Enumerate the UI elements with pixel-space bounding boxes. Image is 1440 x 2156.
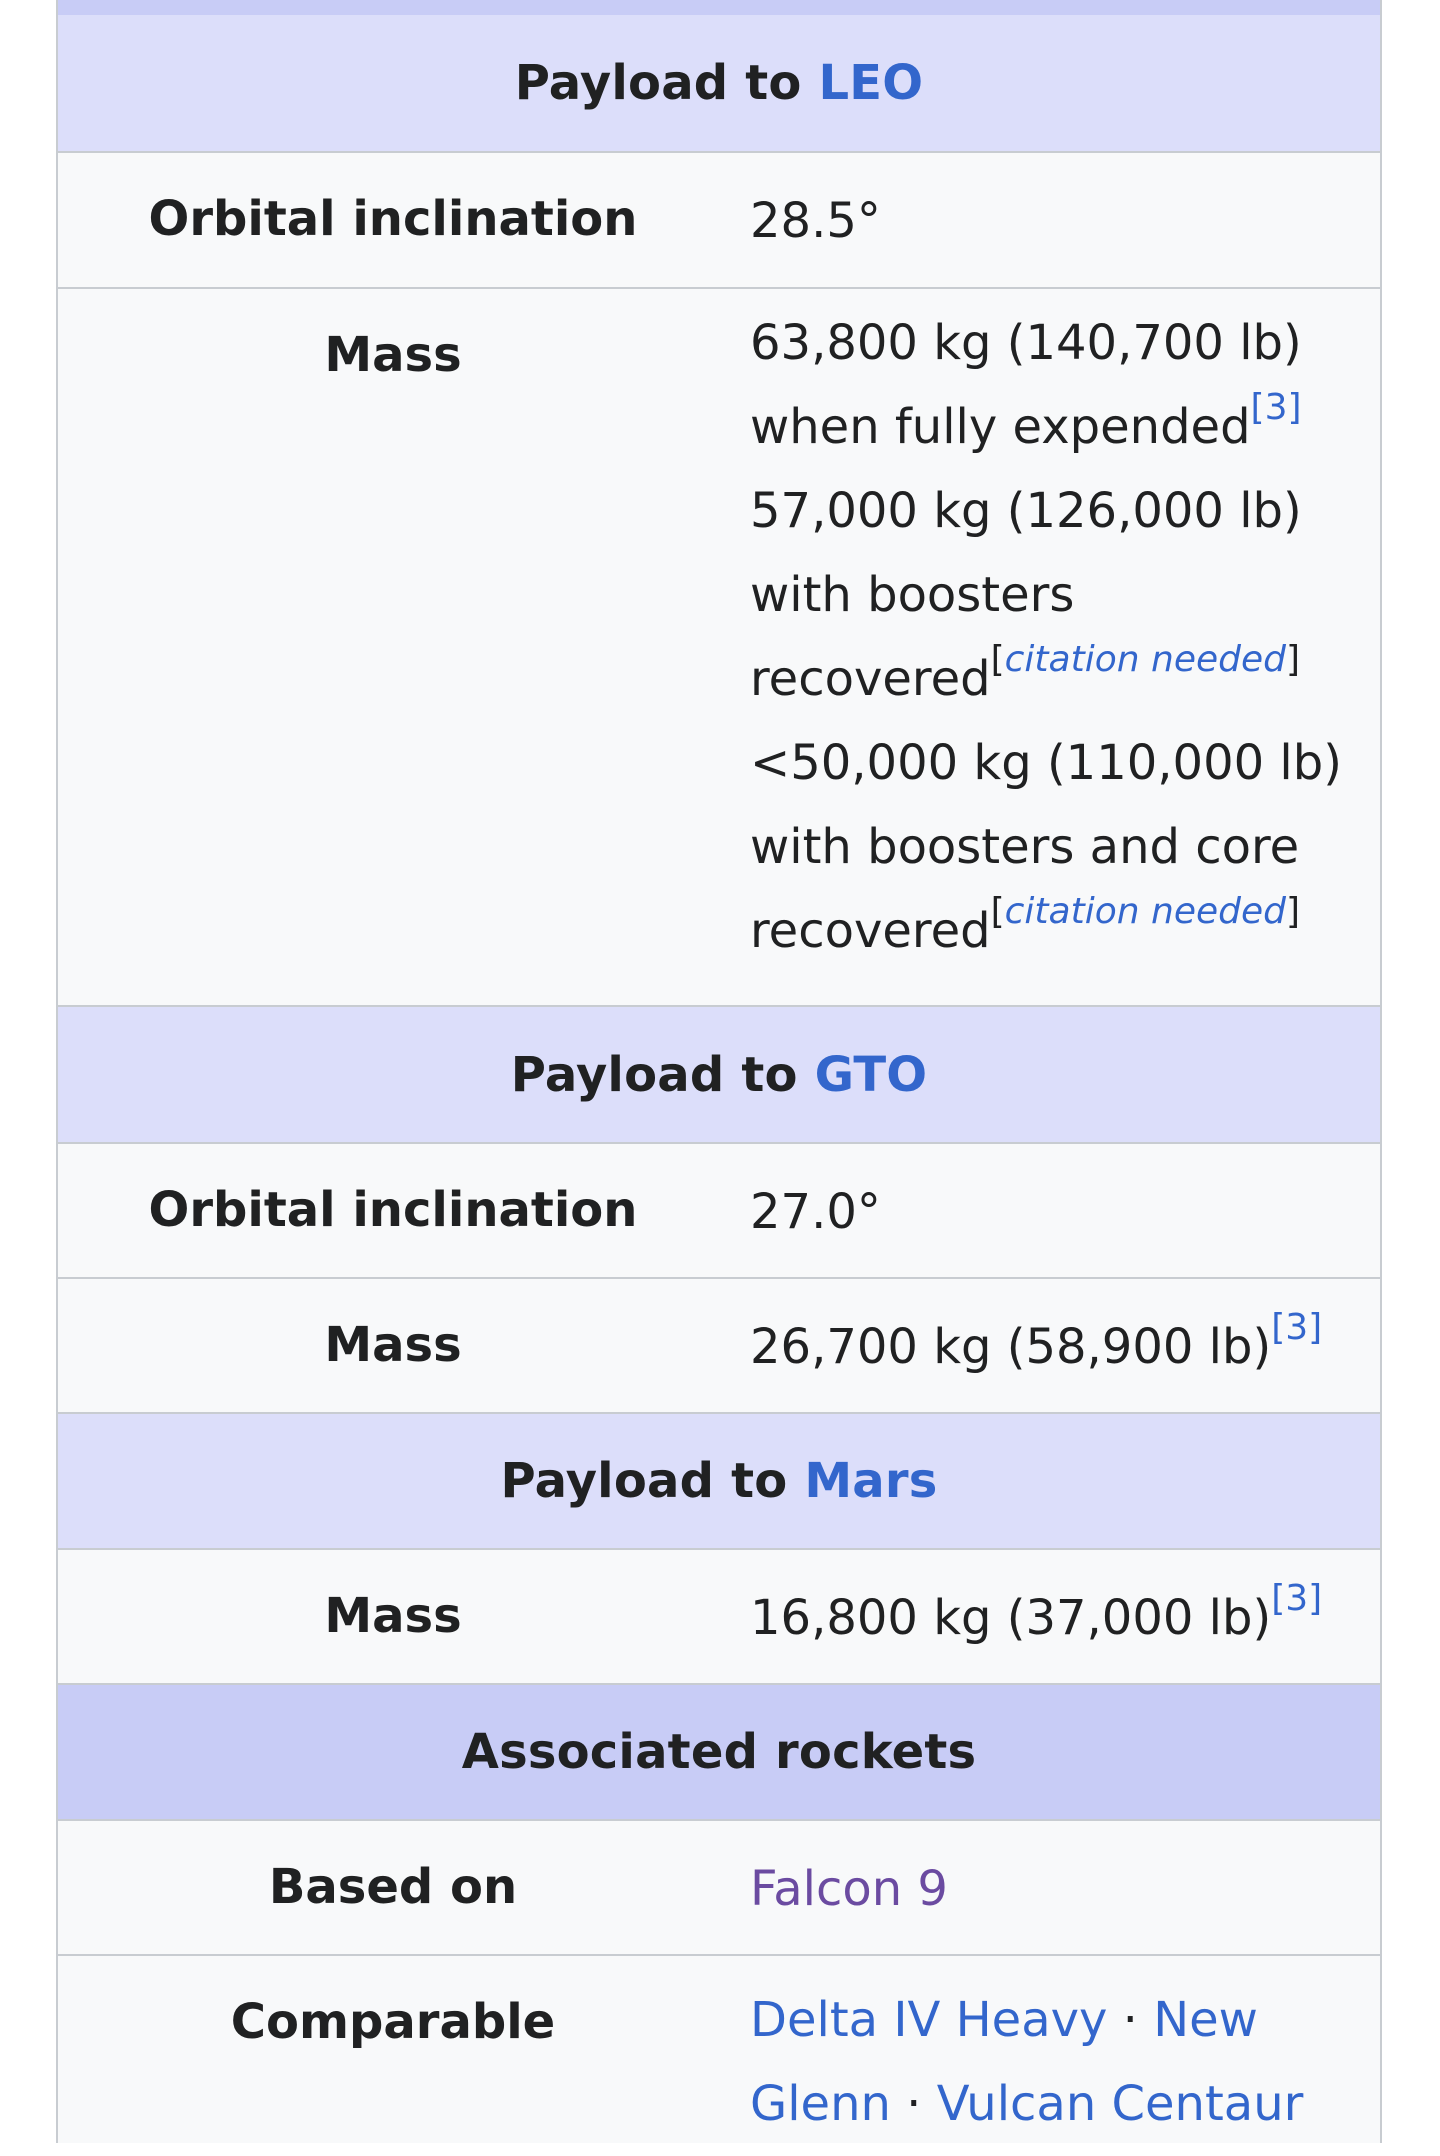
leo-inclination-row <box>58 153 1380 289</box>
separator-dot: · <box>890 2076 937 2132</box>
delta-iv-heavy-link[interactable]: Delta IV Heavy <box>750 1992 1108 2048</box>
vulcan-centaur-link[interactable]: Vulcan Centaur <box>936 2076 1304 2132</box>
mars-mass-label: Mass <box>324 1588 462 1644</box>
comparable-value <box>728 1956 1380 2156</box>
leo-mass-text: recovered <box>750 903 991 959</box>
associated-rockets-header <box>58 1685 1380 1821</box>
new-glenn-link[interactable]: New <box>1153 1992 1258 2048</box>
based-on-value <box>728 1821 1380 1954</box>
gto-inclination-label: Orbital inclination <box>148 1182 638 1238</box>
citation-needed <box>991 639 1300 680</box>
leo-header-prefix: Payload to <box>514 55 802 111</box>
citation-needed-link[interactable]: citation needed <box>1004 891 1286 932</box>
leo-mass-line: <50,000 kg (110,000 lb) <box>750 735 1342 791</box>
gto-mass-value <box>728 1279 1380 1412</box>
citation-needed-link[interactable]: citation needed <box>1004 639 1286 680</box>
reference-3[interactable] <box>1271 1307 1322 1348</box>
separator-dot: · <box>1107 1992 1154 2048</box>
leo-mass-line: with boosters <box>750 567 1075 623</box>
mars-mass-value <box>728 1550 1380 1683</box>
comparable-label: Comparable <box>230 1994 556 2050</box>
leo-inclination-value: 28.5° <box>750 193 881 249</box>
infobox-top-strip <box>58 0 1380 15</box>
comparable-line <box>750 1978 1380 2062</box>
citation-bracket: [ <box>990 639 1005 680</box>
infobox <box>56 0 1382 2143</box>
citation-bracket: [ <box>990 891 1005 932</box>
reference-3-link[interactable]: [3] <box>1250 387 1302 428</box>
citation-needed <box>991 891 1300 932</box>
gto-mass-label: Mass <box>324 1317 462 1373</box>
mars-mass-row <box>58 1550 1380 1685</box>
leo-mass-line: 57,000 kg (126,000 lb) <box>750 483 1302 539</box>
based-on-label: Based on <box>268 1859 518 1915</box>
comparable-row <box>58 1956 1380 2156</box>
gto-mass-row <box>58 1279 1380 1414</box>
based-on-row <box>58 1821 1380 1956</box>
associated-rockets-title: Associated rockets <box>461 1724 977 1780</box>
reference-3-link[interactable]: [3] <box>1271 1578 1323 1619</box>
leo-mass-text: when fully expended <box>750 399 1251 455</box>
leo-link[interactable]: LEO <box>818 55 924 111</box>
leo-mass-label: Mass <box>324 327 462 383</box>
leo-mass-line <box>750 385 1380 469</box>
new-glenn-link[interactable]: Glenn <box>750 2076 891 2132</box>
citation-bracket: ] <box>1285 639 1301 680</box>
leo-mass-line: with boosters and core <box>750 819 1300 875</box>
leo-mass-text: recovered <box>750 651 991 707</box>
leo-inclination-label: Orbital inclination <box>148 191 638 247</box>
reference-3[interactable] <box>1251 387 1302 428</box>
leo-mass-value <box>728 289 1380 1005</box>
mars-header-prefix: Payload to <box>500 1453 788 1509</box>
gto-inclination-value: 27.0° <box>750 1184 881 1240</box>
gto-inclination-row <box>58 1144 1380 1279</box>
mars-mass-text: 16,800 kg (37,000 lb) <box>750 1590 1272 1646</box>
gto-link[interactable]: GTO <box>814 1046 928 1103</box>
mars-section-header <box>58 1414 1380 1550</box>
leo-mass-line <box>750 637 1380 721</box>
gto-header-prefix: Payload to <box>510 1046 798 1103</box>
leo-mass-line <box>750 889 1380 973</box>
leo-mass-row <box>58 289 1380 1007</box>
leo-mass-line: 63,800 kg (140,700 lb) <box>750 315 1302 371</box>
leo-section-header <box>58 15 1380 153</box>
comparable-line <box>750 2062 1380 2146</box>
gto-mass-text: 26,700 kg (58,900 lb) <box>750 1319 1272 1375</box>
citation-bracket: ] <box>1285 891 1301 932</box>
mars-link[interactable]: Mars <box>804 1453 938 1509</box>
falcon-9-link[interactable]: Falcon 9 <box>750 1861 948 1917</box>
reference-3[interactable] <box>1271 1578 1322 1619</box>
gto-section-header <box>58 1007 1380 1144</box>
reference-3-link[interactable]: [3] <box>1271 1307 1323 1348</box>
